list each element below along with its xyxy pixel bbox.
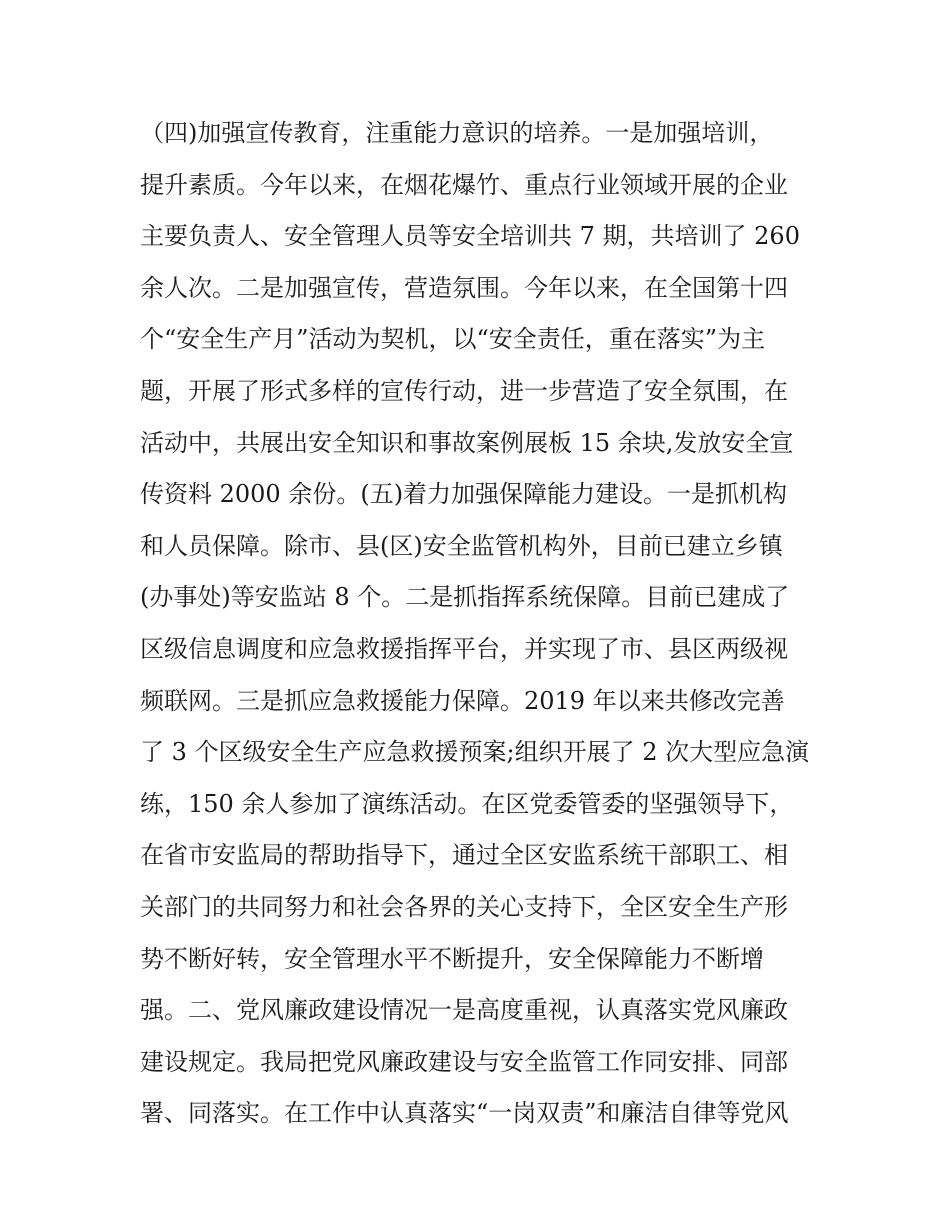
text-line: 势不断好转，安全管理水平不断提升，安全保障能力不断增 bbox=[140, 944, 764, 973]
text-line: 主要负责人、安全管理人员等安全培训共 7 期，共培训了 260 bbox=[140, 222, 800, 251]
text-line: 题，开展了形式多样的宣传行动，进一步营造了安全氛围，在 bbox=[140, 376, 788, 405]
text-line: 强。二、党风廉政建设情况一是高度重视，认真落实党风廉政 bbox=[140, 996, 788, 1025]
text-line: 建设规定。我局把党风廉政建设与安全监管工作同安排、同部 bbox=[140, 1047, 788, 1076]
text-line: 个“安全生产月”活动为契机，以“安全责任，重在落实”为主 bbox=[140, 325, 766, 354]
text-line: 练，150 余人参加了演练活动。在区党委管委的坚强领导下， bbox=[140, 789, 794, 818]
text-line: 和人员保障。除市、县(区)安全监管机构外，目前已建立乡镇 bbox=[140, 531, 783, 560]
text-line: （四)加强宣传教育，注重能力意识的培养。一是加强培训， bbox=[140, 119, 774, 147]
text-line: 活动中，共展出安全知识和事故案例展板 15 余块,发放安全宣 bbox=[140, 428, 794, 457]
text-line: 频联网。三是抓应急救援能力保障。2019 年以来共修改完善 bbox=[140, 686, 785, 715]
text-line: 署、同落实。在工作中认真落实“一岗双责”和廉洁自律等党风 bbox=[140, 1099, 789, 1128]
text-line: 区级信息调度和应急救援指挥平台，并实现了市、县区两级视 bbox=[140, 634, 788, 663]
text-line: 提升素质。今年以来，在烟花爆竹、重点行业领域开展的企业 bbox=[140, 170, 788, 199]
text-line: 了 3 个区级安全生产应急救援预案;组织开展了 2 次大型应急演 bbox=[140, 738, 810, 767]
text-line: (办事处)等安监站 8 个。二是抓指挥系统保障。目前已建成了 bbox=[140, 583, 790, 612]
text-line: 在省市安监局的帮助指导下，通过全区安监系统干部职工、相 bbox=[140, 841, 788, 870]
text-line: 余人次。二是加强宣传，营造氛围。今年以来，在全国第十四 bbox=[140, 273, 788, 302]
text-line: 传资料 2000 余份。(五)着力加强保障能力建设。一是抓机构 bbox=[140, 480, 788, 509]
body-paragraph bbox=[140, 108, 820, 1140]
text-line: 关部门的共同努力和社会各界的关心支持下，全区安全生产形 bbox=[140, 892, 788, 921]
